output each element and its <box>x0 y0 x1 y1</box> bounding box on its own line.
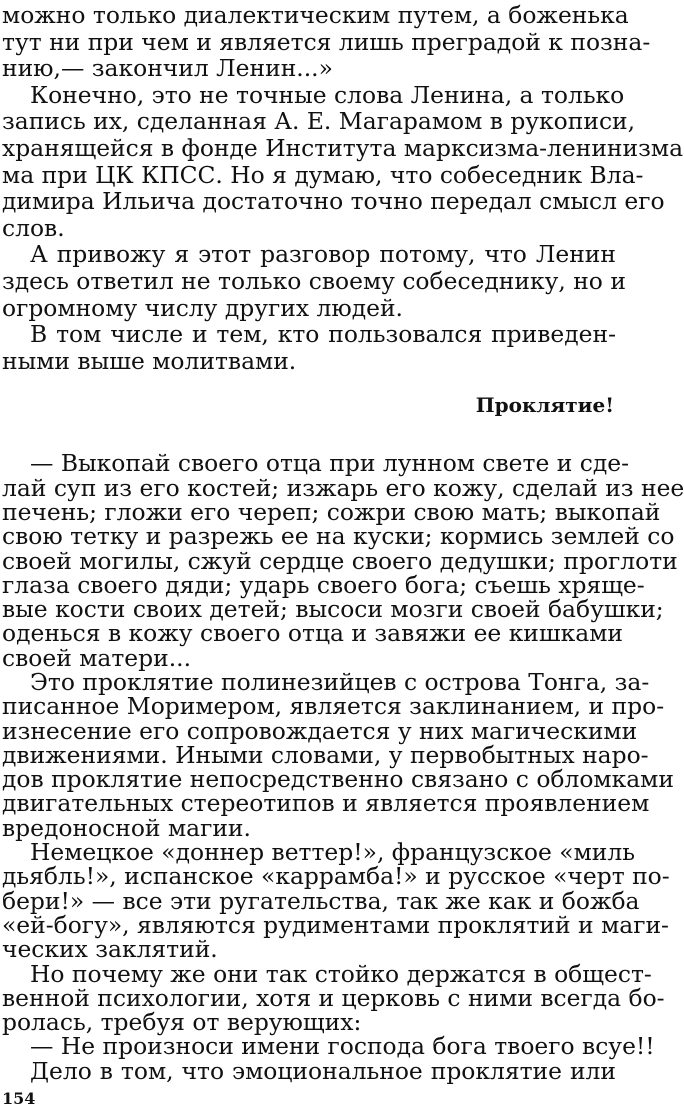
text-line-13: В том числе и тем, кто пользовался приведен- <box>30 320 616 349</box>
text-line-3: нию,— закончил Ленин...» <box>2 54 333 83</box>
text-line-19: своей могилы, сжуй сердце своего дедушки; проглоти <box>2 546 678 575</box>
text-line-27: движениями. Иными словами, у первобытных наро- <box>2 740 649 769</box>
text-line-20: глаза своего дяди; ударь своего бога; съешь хряще- <box>2 570 645 599</box>
text-line-34: «ей-богу», являются рудиментами проклятий и маги- <box>2 910 669 939</box>
text-line-23: своей матери... <box>2 643 192 672</box>
text-line-2: тут ни при чем и является лишь преградой к позна- <box>2 27 651 56</box>
text-line-1: можно только диалектическим путем, а боженька <box>2 1 629 29</box>
text-line-30: вредоносной магии. <box>2 813 251 842</box>
text-line-15: — Выкопай своего отца при лунном свете и сде- <box>30 449 630 478</box>
text-line-38: ролась, требуя от верующих: <box>2 1008 362 1037</box>
text-line-25: писанное Моримером, является заклинанием, и про- <box>2 692 665 721</box>
text-line-33: бери!» — все эти ругательства, так же как и божба <box>2 886 640 915</box>
text-line-12: огромному числу других людей. <box>2 293 403 322</box>
text-line-10: А привожу я этот разговор потому, что Ленин <box>30 240 616 269</box>
text-line-5: запись их, сделанная А. Е. Магарамом в рукописи, <box>2 107 636 136</box>
text-line-4: Конечно, это не точные слова Ленина, а только <box>30 80 625 109</box>
text-line-17: печень; гложи его череп; сожри свою мать; выкопай <box>2 497 661 526</box>
text-line-26: изнесение его сопровождается у них магическими <box>2 716 638 745</box>
text-line-22: оденься в кожу своего отца и завяжи ее кишками <box>2 619 623 648</box>
text-line-6: хранящейся в фонде Института марксизма-ленинизма <box>2 134 684 162</box>
text-line-39: — Не произноси имени господа бога твоего всуе!! <box>30 1032 655 1061</box>
text-line-16: лай суп из его костей; изжарь его кожу, сделай из нее <box>2 473 684 502</box>
text-line-28: дов проклятие непосредственно связано с обломками <box>2 765 674 794</box>
page-number: 154 <box>2 1089 36 1108</box>
text-line-8: димира Ильича достаточно точно передал смысл его <box>2 187 665 216</box>
text-line-14: ными выше молитвами. <box>2 346 297 375</box>
text-line-24: Это проклятие полинезийцев с острова Тонга, за- <box>30 668 650 697</box>
text-line-37: венной психологии, хотя и церковь с ними всегда бо- <box>2 983 665 1012</box>
section-heading: Проклятие! <box>475 393 614 418</box>
text-line-29: двигательных стереотипов и является проявлением <box>2 789 650 818</box>
text-line-21: вые кости своих детей; высоси мозги своей бабушки; <box>2 595 664 624</box>
text-line-31: Немецкое «доннер веттер!», французское «миль <box>30 838 635 867</box>
text-line-7: ма при ЦК КПСС. Но я думаю, что собеседник Вла- <box>2 160 644 189</box>
text-line-32: дьябль!», испанское «каррамба!» и русское «черт по- <box>2 862 670 891</box>
text-line-40: Дело в том, что эмоциональное проклятие или <box>30 1056 616 1085</box>
text-line-36: Но почему же они так стойко держатся в общест- <box>30 959 652 988</box>
text-line-11: здесь ответил не только своему собеседнику, но и <box>2 267 626 295</box>
text-line-9: слов. <box>2 213 65 242</box>
text-line-18: свою тетку и разрежь ее на куски; кормись землей со <box>2 522 675 551</box>
text-line-35: ческих заклятий. <box>2 935 218 964</box>
